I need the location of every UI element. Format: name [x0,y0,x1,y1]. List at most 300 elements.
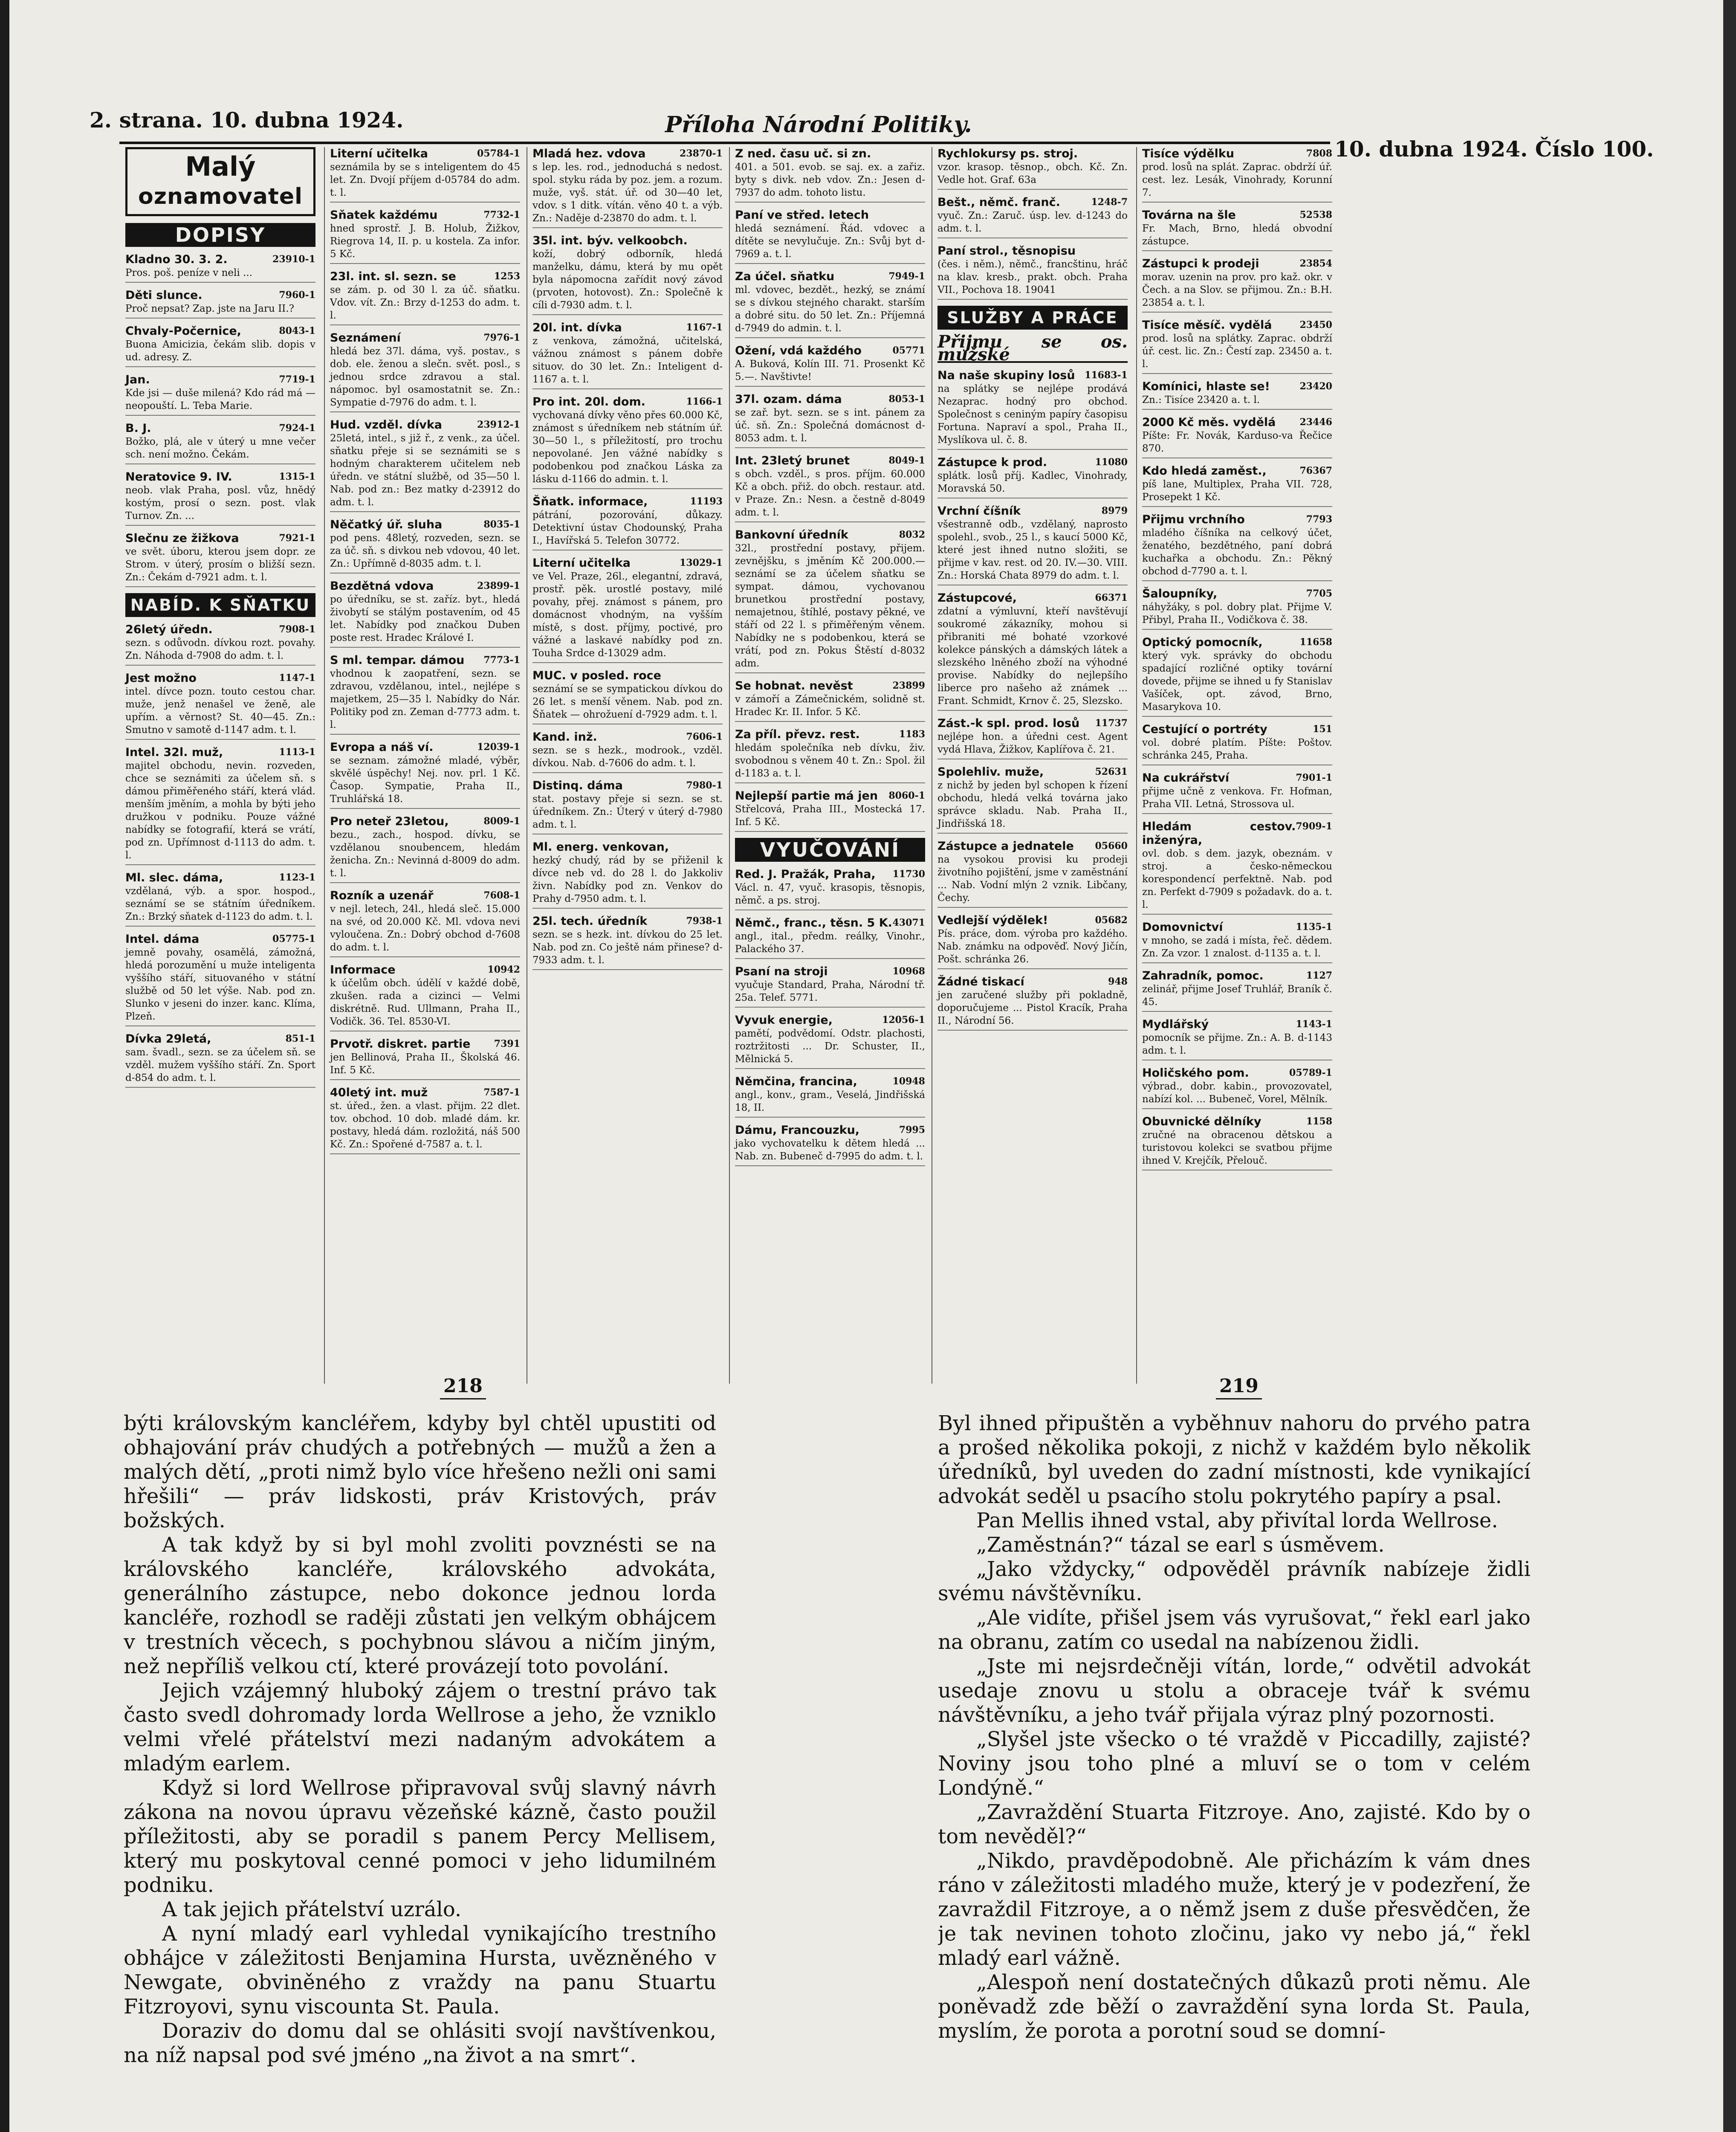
ad-text: s lep. les. rod., jednoduchá s nedost. spol. styku ráda by poz. jem. a rozum. muže, vyš. stát. úř. od 30—40 let, vdov. s 1 ditk. vítán. věno 40 t. a výb. Zn.: Naděje d-23870 do adm. t. l. [532,162,723,224]
ad-text: pod pens. 48letý, rozveden, sezn. se za úč. sň. s divkou neb vdovou, 40 let. Zn.: Upřímně d-8035 adm. t. l. [330,533,520,569]
classified-ad [330,889,520,957]
ad-code: 11683-1 [1085,370,1128,381]
ad-text: mladého číšníka na celkový účet, ženatého, bezdětného, paní dobrá kuchařka a obchodu. Zn.: Pěkný obchod d-7790 a. t. l. [1142,527,1332,577]
ad-headline: Z ned. času uč. si zn. [735,147,871,160]
scan-edge-left [0,0,9,2132]
ad-text: zručné na obracenou dětskou a turistovou kolekci se svatbou přijme ihned V. Krejčík, Přelouč. [1142,1130,1332,1166]
story-paragraph: „Jste mi nejsrdečněji vítán, lorde,“ odvětil advokát usedaje znovu u stolu a obraceje tvář k svému návštěvníku, a jeho tvář přijala výraz plný pozornosti. [938,1654,1531,1727]
ad-code: 7908-1 [279,624,315,635]
ad-code: 7976-1 [483,332,520,343]
ad-code: 23446 [1299,417,1332,428]
ad-code: 12039-1 [477,742,520,753]
ad-headline: 35l. int. býv. velkoobch. [532,234,688,247]
classified-ad [1142,820,1332,915]
story-paragraph: býti královským kancléřem, kdyby byl chtěl upustiti od obhajování práv chudých a potřebných — mužů a žen a malých dětí, „proti nimž bylo více hřešeno nežli oni sami hřešili“ — práv lidskosti, práv Kristových, práv božských. [124,1411,716,1532]
ad-text: hledá bez 37l. dáma, vyš. postav., s dob. ele. ženou a slečn. svět. posl., s jednou srdce zdravou a stal. nápomoc. byl osamostatnit se. Zn.: Sympatie d-7976 do adm. t. l. [330,346,520,408]
ad-column-6 [1136,147,1337,1384]
ad-headline: Žádné tiskací [937,975,1024,988]
ad-code: 1147-1 [279,672,315,684]
classified-ad [1142,1115,1332,1170]
classified-ad [1142,209,1332,251]
ad-code: 851-1 [285,1033,315,1044]
classified-ad [125,470,315,526]
ad-code: 7773-1 [483,655,520,666]
ad-headline: Prvotř. diskret. partie [330,1037,471,1051]
ad-text: ovl. dob. s dem. jazyk, obeznám. v stroj. a česko-německou korespondencí perfektně. Nab. pod zn. Perfekt d-7909 s požadavk. do a. t. l. [1142,848,1332,910]
ad-headline: Za příl. převz. rest. [735,728,860,741]
ad-code: 1158 [1306,1116,1332,1127]
ad-code: 7980-1 [686,780,723,791]
ad-headline: Pro neteř 23letou, [330,815,449,828]
ad-headline: Komínici, hlaste se! [1142,380,1270,393]
ad-headline: 20l. int. dívka [532,321,622,334]
ad-code: 11737 [1095,718,1128,729]
page-number-left: 218 [443,1375,483,1397]
ad-headline: 37l. ozam. dáma [735,393,842,406]
classified-ad [532,234,723,315]
classified-ad [937,196,1128,238]
ad-code: 11658 [1299,637,1332,648]
classified-ad [125,933,315,1026]
classified-ad [735,393,925,448]
story-paragraph: „Nikdo, pravděpodobně. Ale přicházím k vám dnes ráno v záležitosti mladého muže, který je v podezření, že zavraždil Fitzroye, a o němž jsem z duše přesvědčen, že je tak nevinen tohoto zločinu, jako vy nebo já,“ řekl mladý earl vážně. [938,1849,1531,1970]
classified-ad [1142,921,1332,963]
ad-headline: Paní strol., těsnopisu [937,244,1076,258]
ad-text: morav. uzenin na prov. pro kaž. okr. v Čech. a na Slov. se přijmou. Zn.: B.H. 23854 a. t. l. [1142,272,1332,308]
ad-headline: Hledám cestov. inženýra, [1142,820,1296,847]
classified-ad [125,871,315,927]
classified-ad [125,672,315,740]
ad-headline: Paní ve střed. letech [735,209,869,222]
ad-code: 7909-1 [1296,821,1332,832]
classified-ad [330,331,520,412]
ad-column-1 [119,147,320,1384]
ad-headline: Kdo hledá zaměst., [1142,464,1267,478]
ad-text: ve svět. úboru, kterou jsem dopr. ze Strom. v úterý, prosím o bližší sezn. Zn.: Čekám d-7921 adm. t. l. [125,546,315,583]
ad-text: Fr. Mach, Brno, hledá obvodní zástupce. [1142,223,1332,247]
ad-headline: Intel. dáma [125,933,200,946]
header-date-issue-right: 10. dubna 1924. Číslo 100. [1334,136,1654,162]
ad-text: se seznam. zámožné mladé, výběr, skvělé úspěchy! Nej. nov. prl. 1 Kč. Časop. Sympatie, Praha II., Truhlářská 18. [330,755,520,805]
ad-code: 05775-1 [272,933,315,944]
story-paragraph: „Ale vidíte, přišel jsem vás vyrušovat,“ řekl earl jako na obranu, zatím co usedal na nabízenou židli. [938,1606,1531,1654]
ad-text: na vysokou provisi ku prodeji životního pojištění, jsme v zaměstnání ... Nab. Vodní mlýn 2 vznik. Libčany, Čechy. [937,854,1128,904]
ad-text: Proč nepsat? Zap. jste na Jaru II.? [125,303,294,314]
ad-headline: Na naše skupiny losů [937,369,1075,382]
ad-code: 7732-1 [483,209,520,220]
ad-text: jako vychovatelku k dětem hledá ... Nab. zn. Bubeneč d-7995 do adm. t. l. [735,1138,925,1162]
classified-ad [1142,513,1332,581]
ad-text: na splátky se nejlépe prodává Nezaprac. hodný pro obchod. Společnost s ceniným papíry časopisu Fortuna. Napraví a spol., Praha II., Myslíkova ul. č. 8. [937,383,1128,446]
classified-ad [532,669,723,724]
classified-ad [330,1037,520,1080]
ad-code: 7391 [494,1038,520,1049]
ad-headline: Pro int. 20l. dom. [532,395,645,408]
ad-text: angl., konv., gram., Veselá, Jindřišská 18, II. [735,1089,925,1113]
ad-headline: 2000 Kč měs. vydělá [1142,416,1276,429]
classified-ad [330,147,520,203]
ad-headline: Přijmu vrchního [1142,513,1245,526]
ad-headline: Nejlepší partie má jen [735,789,878,802]
ad-text: neob. vlak Praha, posl. vůz, hnědý kostým, prosí o sezn. post. vlak Turnov. Zn. ... [125,485,315,521]
classified-ad [532,321,723,389]
ad-text: v zámoří a Zámečnickém, solidně st. Hradec Kr. II. Infor. 5 Kč. [735,694,925,718]
ad-headline: Němč., franc., těsn. 5 K. [735,916,892,930]
ad-headline: 23l. int. sl. sezn. se [330,270,456,283]
classified-ad [735,147,925,203]
ad-headline: Němčina, francina, [735,1075,857,1088]
classified-ad [125,746,315,865]
classified-ad [330,963,520,1031]
ad-code: 23870-1 [680,148,723,159]
ad-text: majitel obchodu, nevin. rozveden, chce se seznámiti za účelem sň. s dámou přiměřeného stáří, která vlád. menším jměním, a mohla by býti jeho družkou v podniku. Pouze vážné nabídky se fotografií, která se vrátí, pod zn. Upřímnost d-1113 do adm. t. l. [125,760,315,861]
ad-code: 52631 [1095,766,1128,777]
classified-ad [330,654,520,735]
ad-text: Kde jsi — duše milená? Kdo rád má — neopouští. L. Teba Marie. [125,388,315,411]
classified-ad [532,147,723,228]
story-paragraph: „Slyšel jste všecko o té vraždě v Piccadilly, zajisté? Noviny jsou toho plné a mluví se o tom v celém Londýně.“ [938,1727,1531,1800]
classified-ad [735,344,925,387]
ad-text: pomocník se přijme. Zn.: A. B. d-1143 adm. t. l. [1142,1032,1332,1056]
ad-headline: Zástupce a jednatele [937,840,1074,853]
story-paragraph: „Zavraždění Stuarta Fitzroye. Ano, zajisté. Kdo by o tom nevěděl?“ [938,1800,1531,1848]
ad-text: Střelcová, Praha III., Mostecká 17. Inf. 5 Kč. [735,804,925,828]
ad-code: 8049-1 [888,455,925,466]
ad-text: k účelům obch. údělí v každé době, zkušen. rada a cizinci — Velmi diskrétně. Rud. Ullmann, Praha II., Vodičk. 36. Tel. 8530-VI. [330,978,520,1027]
classified-ad [735,679,925,722]
classified-ad [735,209,925,264]
ad-text: Václ. n. 47, vyuč. krasopis, těsnopis, němč. a ps. stroj. [735,882,925,906]
classified-ad [937,456,1128,498]
ad-headline: Zástupci k prodeji [1142,257,1259,270]
ad-headline: Evropa a náš ví. [330,741,434,754]
ad-code: 1127 [1306,970,1332,981]
classified-ad [125,1032,315,1088]
classified-ad [937,244,1128,300]
ad-code: 7938-1 [686,915,723,927]
classified-ad [1142,319,1332,374]
ad-code: 23420 [1299,381,1332,392]
ad-code: 7921-1 [279,533,315,544]
ad-text: jen zaručené služby při pokladně, doporučujeme ... Pistol Kracík, Praha II., Národní 56. [937,990,1128,1026]
ad-headline: MUC. v posled. roce [532,669,661,682]
ad-text: hledám společníka neb dívku, živ. svobodnou s věnem 40 t. Zn.: Spol. žil d-1183 a. t. l. [735,742,925,779]
classified-ad [735,454,925,522]
ad-text: prod. losů na splát. Zaprac. obdrží úř. cest. lez. Lesák, Vinohrady, Korunní 7. [1142,162,1332,198]
ad-text: vyuč. Zn.: Zaruč. úsp. lev. d-1243 do adm. t. l. [937,210,1128,234]
ad-code: 05784-1 [477,148,520,159]
ad-text: hezký chudý, rád by se přiženil k dívce neb vd. do 28 l. do Jakkoliv živn. Nabídky pod zn. Venkov do Prahy d-7950 adm. t. l. [532,855,723,904]
ad-text: st. úřed., žen. a vlast. přijm. 22 dlet. tov. obchod. 10 dob. mladé dám. kr. postavy, hledá dám. rozložitá, náš 500 Kč. Zn.: Spořené d-7587 a. t. l. [330,1101,520,1150]
ad-text: stat. postavy přeje si sezn. se st. úředníkem. Zn.: Úterý v úterý d-7980 adm. t. l. [532,794,723,830]
ad-code: 7793 [1306,514,1332,525]
story-paragraph: Jejich vzájemný hluboký zájem o trestní právo tak často svedl dohromady lorda Wellrose a jeho, že vzniklo velmi vřelé přátelství mezi nadaným advokátem a mladým earlem. [124,1679,716,1776]
section-logo-maly-oznamovatel [125,147,315,216]
classified-ad [1142,464,1332,507]
ad-headline: Bezdětná vdova [330,579,434,593]
classified-ad [330,579,520,648]
ad-code: 7705 [1306,588,1332,599]
ad-code: 8032 [899,529,925,540]
ad-code: 1248-7 [1091,197,1128,208]
ad-text: pamětí, podvědomí. Odstr. plachosti, roztržitosti ... Dr. Schuster, II., Mělnická 5. [735,1028,925,1065]
ad-headline: Slečnu ze žižkova [125,532,239,545]
scan-edge-right [1723,0,1736,2132]
ad-code: 10968 [892,966,925,977]
ad-code: 05771 [892,345,925,356]
ad-text: intel. dívce pozn. touto cestou char. muže, jenž nenašel ve ženě, ale upřím. a věrnost? St. 40—45. Zn.: Smutno v samotě d-1147 adm. t. l. [125,686,315,736]
ad-text: 401. a 501. evob. se saj. ex. a zařiz. byty s divk. neb vdov. Zn.: Jesen d-7937 do adm. tohoto listu. [735,162,925,198]
ad-code: 7901-1 [1296,772,1332,783]
ad-text: který vyk. správky do obchodu spadající rozličné optiky tovární dovede, přijme se ihned u fy Stanislav Vašíček, opt. závod, Brno, Masarykova 10. [1142,650,1332,713]
ad-headline: Neratovice 9. IV. [125,470,232,484]
ad-column-3 [527,147,727,1384]
ad-code: 11193 [690,496,723,507]
ad-headline: Rychlokursy ps. stroj. [937,147,1078,160]
ad-code: 1315-1 [279,471,315,482]
classified-ad [125,324,315,367]
ad-code: 8979 [1101,505,1128,516]
ad-text: jemně povahy, osamělá, zámožná, hledá porozumění u muže inteligenta vyššího stáří, situovaného v státní službě od 50 let výše. Nab. pod zn. Slunko v jeseni do inzer. kanc. Klíma, Plzeň. [125,947,315,1022]
ad-text: sezn. se s hezk. int. dívkou do 25 let. Nab. pod zn. Co ještě nám přinese? d-7933 adm. t. l. [532,929,723,966]
section-heading: NABÍD. K SŇATKU [125,593,315,617]
ad-code: 1135-1 [1296,921,1332,933]
ad-headline: 25l. tech. úředník [532,915,648,928]
ad-headline: Se hobnat. nevěst [735,679,853,692]
ad-text: A. Buková, Kolín III. 71. Prosenkt Kč 5.—. Navštivte! [735,359,925,382]
ad-headline: 26letý úředn. [125,623,213,636]
ad-headline: Něčatký úř. sluha [330,518,443,531]
ad-headline: Šňatk. informace, [532,495,648,508]
ad-headline: Dívka 29letá, [125,1032,211,1046]
classified-ad [125,532,315,587]
ad-code: 11730 [892,869,925,880]
ad-text: splátk. losů příj. Kadlec, Vinohrady, Moravská 50. [937,470,1128,494]
ad-text: výbrad., dobr. kabin., provozovatel, nabízí kol. ... Bubeneč, Vorel, Mělník. [1142,1081,1332,1105]
ad-text: Pís. práce, dom. výroba pro každého. Nab. známku na odpověď. Nový Jičín, Pošt. schránka 26. [937,928,1128,965]
ad-code: 23450 [1299,319,1332,330]
ad-headline: Zástupcové, [937,591,1017,605]
classified-ad [937,504,1128,585]
ad-headline: B. J. [125,422,151,435]
classified-ad [937,147,1128,190]
ad-code: 7949-1 [888,271,925,282]
ad-headline: Zástupce k prod. [937,456,1047,469]
ad-headline: Literní učitelka [330,147,428,160]
classified-ad [125,422,315,464]
ad-code: 23899 [892,680,925,691]
ad-headline: Literní učitelka [532,556,631,570]
ad-text: Pros. poš. peníze v neli ... [125,267,252,278]
ad-text: sezn. s odůvodn. dívkou rozt. povahy. Zn. Náhoda d-7908 do adm. t. l. [125,637,315,661]
ad-text: (čes. i něm.), němč., francštinu, hráč na klav. kresb., prakt. obch. Praha VII., Pochova 18. 19041 [937,259,1128,295]
ad-text: vzdělaná, výb. a spor. hospod., seznámí se se státním úředníkem. Zn.: Brzký sňatek d-1123 do adm. t. l. [125,886,315,922]
ad-code: 7808 [1306,148,1332,159]
classified-ad [937,591,1128,711]
ad-headline: Mladá hez. vdova [532,147,646,160]
classified-ad [1142,771,1332,814]
classified-ad [937,765,1128,834]
classified-ad [937,369,1128,450]
ad-text: Píšte: Fr. Novák, Karduso-va Řečice 870. [1142,430,1332,454]
ad-headline: Seznámení [330,331,401,345]
ad-text: se zám. p. od 30 l. za úč. sňatku. Vdov. vít. Zn.: Brzy d-1253 do adm. t. l. [330,284,520,321]
classified-ad [1142,257,1332,313]
ad-code: 10942 [487,964,520,975]
ad-text: Božko, plá, ale v úterý u mne večer sch. není možno. Čekám. [125,436,315,460]
classified-ad [330,270,520,325]
ad-headline: Ml. energ. venkovan, [532,840,669,854]
ad-text: koží, dobrý odborník, hledá manželku, dámu, která by mu opět byla nápomocna zařídit nový závod (prvoten, hotovost). Zn.: Společně k cíli d-7930 adm. t. l. [532,249,723,311]
ad-text: hned sprostř. J. B. Holub, Žižkov, Riegrova 14, II. p. u kostela. Za infor. 5 Kč. [330,223,520,260]
classified-ads-section [119,147,1599,1384]
ad-headline: Informace [330,963,396,976]
ad-headline: Bešt., němč. franč. [937,196,1060,209]
ad-headline: Za účel. sňatku [735,270,835,283]
ad-text: z nichž by jeden byl schopen k řízení obchodu, hledá velká továrna jako správce skladu. Nab. Praha II., Jindřišská 18. [937,780,1128,829]
classified-ad [1142,636,1332,717]
story-paragraph: Byl ihned připuštěn a vyběhnuv nahoru do prvého patra a prošed několika pokoji, z nichž v každém bylo několik úředníků, byl uveden do zadní místnosti, kde vynikající advokát seděl u psacího stolu pokrytého papíry a psal. [938,1411,1531,1508]
ad-code: 7719-1 [279,374,315,385]
section-heading: SLUŽBY A PRÁCE [937,306,1128,330]
classified-ad [125,623,315,666]
ad-headline: Distinq. dáma [532,779,623,792]
ad-text: vychovaná dívky věno přes 60.000 Kč, známost s úředníkem neb státním úř. 30—50 l., s příležitostí, pro trochu nepovolané. Jen vážné nabídky s podobenkou pod značkou Láska za lásku d-1166 do admin. t. l. [532,410,723,485]
ad-headline: Sňatek každému [330,209,438,222]
ad-code: 7608-1 [483,890,520,901]
ad-code: 23899-1 [477,580,520,591]
classified-ad [1142,1066,1332,1109]
ad-headline: Holičského pom. [1142,1066,1249,1080]
story-paragraph: A tak když by si byl mohl zvoliti povznésti se na královského kancléře, královského advokáta, generálního zástupce, nebo dokonce jednou lorda kancléře, rozhodl se raději zůstati jen velkým obhájcem v trestních věcech, s pochybnou slávou a ničím jiným, než nepříliš velkou ctí, které provázejí toto povolání. [124,1533,716,1678]
classified-ad [937,914,1128,969]
classified-ad [125,253,315,283]
ad-code: 7606-1 [686,731,723,742]
story-paragraph: „Alespoň není dostatečných důkazů proti němu. Ale poněvadž zde běží o zavraždění syna lorda St. Paula, myslím, že porota a porotní soud se domní- [938,1970,1531,2043]
ad-code: 1113-1 [279,747,315,758]
classified-ad [735,728,925,783]
ad-text: vzor. krasop. těsnop., obch. Kč. Zn. Vedle hot. Graf. 63a [937,162,1128,185]
classified-ad [1142,147,1332,203]
ad-code: 1253 [494,271,520,282]
logo-line-2: oznamovatel [138,184,303,209]
ad-text: s obch. vzděl., s pros. příjm. 60.000 Kč a obch. přiž. do obch. restaur. atd. v Praze. Zn.: Nesn. a čestně d-8049 adm. t. l. [735,469,925,518]
ad-code: 948 [1108,976,1128,987]
ad-text: vol. dobré platím. Píšte: Poštov. schránka 245, Praha. [1142,737,1332,761]
ad-headline: Vyvuk energie, [735,1014,833,1027]
ad-text: Buona Amicizia, čekám slib. dopis v ud. adresy. Z. [125,339,315,363]
ad-text: jen Bellinová, Praha II., Školská 46. Inf. 5 Kč. [330,1052,520,1076]
ad-code: 1123-1 [279,872,315,883]
ad-code: 05682 [1095,915,1128,926]
ad-headline: Dámu, Francouzku, [735,1124,860,1137]
ad-column-2 [324,147,524,1384]
ad-text: prod. losů na splátky. Zaprac. obdrží úř. cest. lic. Zn.: Čestí zap. 23450 a. t. l. [1142,333,1332,370]
ad-headline: Kladno 30. 3. 2. [125,253,228,266]
ad-code: 05660 [1095,840,1128,852]
ad-headline: Domovnictví [1142,921,1223,934]
story-paragraph: „Jako vždycky,“ odpověděl právník nabízeje židli svému návštěvníku. [938,1557,1531,1605]
ad-text: všestranně odb., vzdělaný, naprosto spolehl., svob., 25 l., s kaucí 5000 Kč, které jest ihned nutno složiti, se přijme v kav. rest. od 20. IV.—30. VIII. Zn.: Horská Chata 8979 do adm. t. l. [937,519,1128,581]
ad-text: píš lane, Multiplex, Praha VII. 728, Prosepekt 1 Kč. [1142,479,1332,503]
classified-ad [532,395,723,489]
classified-ad [1142,587,1332,630]
ad-headline: Jest možno [125,672,197,685]
ad-headline: Optický pomocník, [1142,636,1263,649]
ad-text: v mnoho, se zadá i místa, řeč. dědem. Zn. Za vzor. 1 znalost. d-1135 a. t. l. [1142,935,1332,959]
story-paragraph: A nyní mladý earl vyhledal vynikajícího trestního obhájce v záležitosti Benjamina Hursta, uvězněného v Newgate, obviněného z vraždy na panu Stuartu Fitzroyovi, synu viscounta St. Paula. [124,1922,716,2019]
classified-ad [735,789,925,832]
ad-headline: Intel. 32l. muž, [125,746,223,759]
ad-text: bezu., zach., hospod. dívku, se vzdělanou snoubencem, hledám ženicha. Zn.: Nevinná d-8009 do adm. t. l. [330,829,520,879]
ad-text: z venkova, zámožná, učitelská, vážnou známost s pánem dobře situov. do 30 let. Zn.: Inteligent d-1167 a. t. l. [532,336,723,385]
ad-column-4 [729,147,929,1384]
classified-ad [532,915,723,970]
ad-text: hledá seznámení. Řád. vdovec a dítěte se nevylučuje. Zn.: Svůj byt d-7969 a. t. l. [735,223,925,260]
story-paragraph: „Zaměstnán?“ tázal se earl s úsměvem. [976,1533,1385,1557]
ad-code: 1183 [899,729,925,740]
classified-ad [532,840,723,909]
classified-ad [330,741,520,809]
ad-text: přijme učně z venkova. Fr. Hofman, Praha VII. Letná, Strossova ul. [1142,786,1332,810]
ad-code: 1143-1 [1296,1019,1332,1030]
classified-ad [532,779,723,834]
ad-text: se zař. byt. sezn. se s int. pánem za úč. sň. Zn.: Společná domácnost d-8053 adm. t. l. [735,407,925,444]
ad-headline: Obuvnické dělníky [1142,1115,1261,1128]
classified-ad [735,1124,925,1166]
ad-headline: Ml. slec. dáma, [125,871,223,884]
ad-text: ve Vel. Praze, 26l., elegantní, zdravá, prostř. pěk. urostlé postavy, milé povahy, přej. známost s pánem, pro domácnost vhodným, na vyšším místě, s dost. příjmy, poctivé, pro vážné a laskavé nabídky pod zn. Touha Srdce d-13029 adm. [532,571,723,659]
ad-text: 32l., prostřední postavy, přijem. zevnějšku, s jměním Kč 200.000.— seznámí se za účelem sňatku se sympat. dámou, vychovanou brunetkou prostřední postavy, nemajetnou, štíhlé, postavy pěkné, ve stáří od 22 l. s přiměřeným věnem. Nabídky ne s podobenkou, která se vrátí, pod zn. Pokus Štěstí d-8032 adm. [735,543,925,669]
ad-headline: Rozník a uzenář [330,889,434,902]
header-publication-title: Příloha Národní Politiky. [665,112,972,138]
header-date-left: 2. strana. 10. dubna 1924. [90,107,404,133]
ad-code: 23910-1 [272,254,315,265]
classified-ad [735,270,925,338]
ad-code: 11080 [1095,457,1128,468]
ad-headline: Vedlejší výdělek! [937,914,1048,927]
classified-ad [937,975,1128,1031]
logo-line-1: Malý [185,151,256,182]
classified-ad [1142,969,1332,1012]
ad-headline: Cestující o portréty [1142,723,1267,736]
ad-code: 7995 [899,1124,925,1136]
classified-ad [532,495,723,550]
ad-text: náhyžáky, s pol. dobry plat. Přijme V. Přibyl, Praha II., Vodičkova č. 38. [1142,602,1332,626]
classified-ad [532,730,723,773]
ad-code: 8060-1 [888,790,925,801]
ad-code: 1167-1 [686,322,723,333]
ad-code: 8053-1 [888,394,925,405]
ad-text: Zn.: Tisíce 23420 a. t. l. [1142,394,1260,406]
ad-code: 7924-1 [279,423,315,434]
ad-headline: Zahradník, pomoc. [1142,969,1264,982]
ad-text: zdatní a výmluvní, kteří navštěvují soukromé zákazníky, mohou si přibraniti mé bohaté vzorkové kolekce pánských a dámských látek a slezského lněného zboží na výhodné provise. Nabídky do nejlepšího liberce pro našeho až známek ... Frant. Schmidt, Krnov č. 25, Slezsko. [937,606,1128,707]
ad-code: 23912-1 [477,419,520,430]
subsection-heading: Přijmu se os. mužské [937,332,1128,365]
page-number-right: 219 [1219,1375,1259,1397]
ad-headline: Spolehliv. muže, [937,765,1044,779]
classified-ad [937,717,1128,759]
ad-code: 52538 [1299,209,1332,220]
ad-code: 7587-1 [483,1087,520,1098]
ad-headline: Bankovní úředník [735,528,848,542]
classified-ad [125,289,315,319]
ad-headline: Továrna na šle [1142,209,1236,222]
ad-text: seznámila by se s inteligentem do 45 let. Zn. Dvojí příjem d-05784 do adm. t. l. [330,162,520,198]
ad-headline: Mydlářský [1142,1018,1209,1031]
ad-headline: Děti slunce. [125,289,203,302]
